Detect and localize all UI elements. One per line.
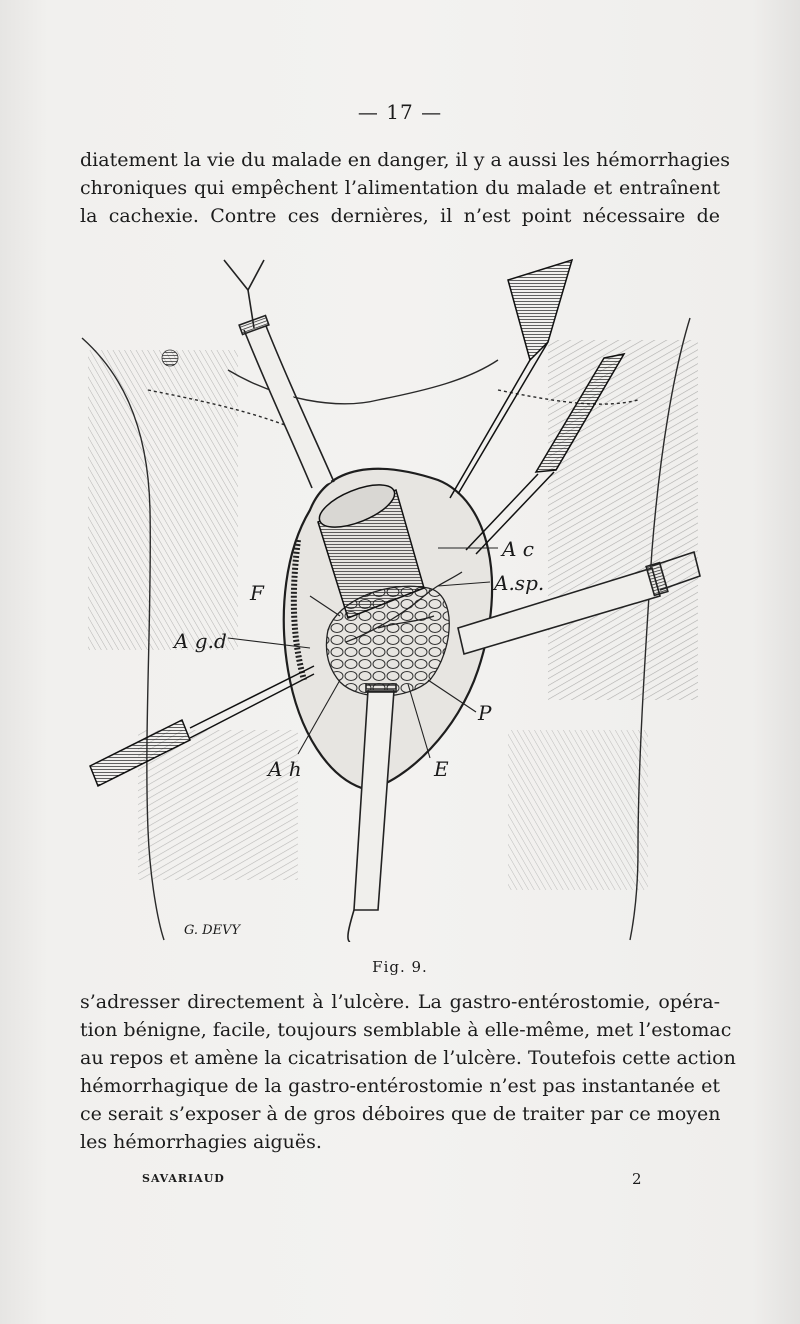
label-agd: A g.d: [174, 629, 227, 653]
footer-signature: 2: [632, 1170, 642, 1188]
text-line: chroniques qui empêchent l’alimentation du malade et entraînent: [80, 177, 720, 199]
surgical-illustration: [78, 250, 720, 942]
text-line: tion bénigne, facile, toujours semblable à elle-même, met l’estomac: [80, 1019, 732, 1041]
text-line: s’adresser directement à l’ulcère. La gastro-entérostomie, opéra-: [80, 991, 720, 1013]
top-paragraph: [80, 146, 731, 230]
nipple-mark: [162, 350, 178, 366]
engraver-signature: G. DEVY: [184, 923, 241, 938]
text-line: au repos et amène la cicatrisation de l’ulcère. Toutefois cette action: [80, 1047, 736, 1069]
text-line: hémorrhagique de la gastro-entérostomie n’est pas instantanée et: [80, 1075, 720, 1097]
text-line: les hémorrhagies aiguës.: [80, 1131, 322, 1153]
text-line: la cachexie. Contre ces dernières, il n’est point nécessaire de: [80, 205, 720, 227]
upper-retractor: [224, 260, 334, 488]
bottom-paragraph: [80, 988, 736, 1156]
footer-author: SAVARIAUD: [142, 1172, 225, 1185]
label-ac: A c: [502, 537, 535, 561]
label-e: E: [434, 757, 449, 781]
label-f: F: [250, 581, 264, 605]
label-ah: A h: [268, 757, 302, 781]
label-p: P: [478, 701, 492, 725]
text-line: diatement la vie du malade en danger, il y a aussi les hémorrhagies: [80, 149, 731, 171]
text-line: ce serait s’exposer à de gros déboires que de traiter par ce moyen: [80, 1103, 721, 1125]
figure-caption: Fig. 9.: [372, 958, 428, 976]
page-number: — 17 —: [357, 100, 443, 124]
label-asp: A.sp.: [494, 571, 545, 595]
